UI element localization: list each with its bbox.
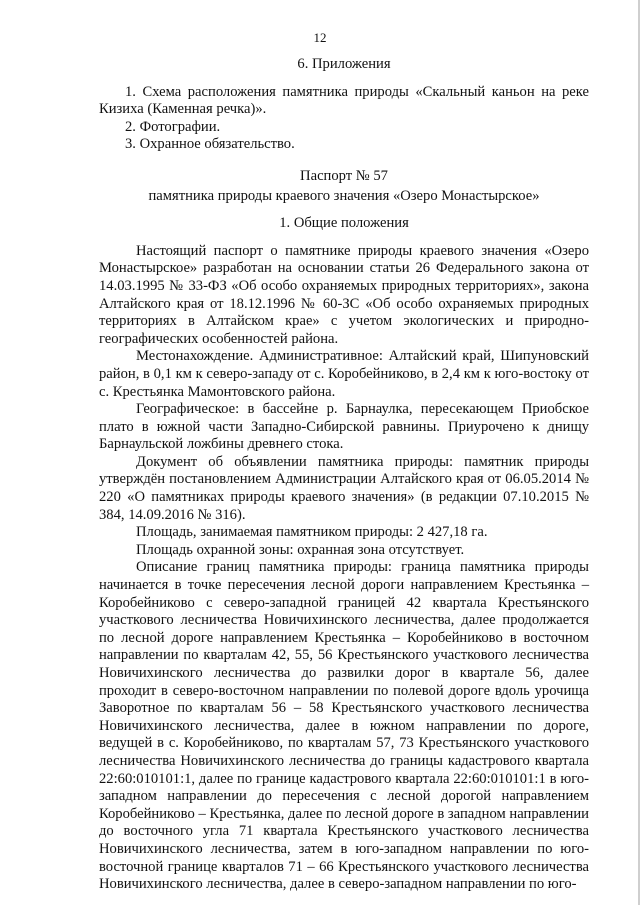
appendix-item-3: 3. Охранное обязательство.: [125, 136, 295, 153]
paragraph-boundaries: Описание границ памятника природы: граница памятника природы начинается в точке пересечения лесной дороги направлением Крестьянка – Коробейниково с северо-западной границей 42 квартала Крестьянского участкового лесничества Новичихинского лесничества, далее продолжается по лесной дороге направлением Крестьянка – Коробейниково в восточном направлении по кварталам 42, 55, 56 Крестьянского участкового лесничества Новичихинского лесничества до развилки дорог в квартале 56, далее проходит в северо-восточном направлении по полевой дороге вдоль урочища Заворотное по кварталам 56 – 58 Крестьянского участкового лесничества Новичихинского лесничества, далее в южном направлении по дороге, ведущей в с. Коробейниково, по кварталам 57, 73 Крестьянского участкового лесничества Новичихинского лесничества до границы кадастрового квартала 22:60:010101:1, далее по границе кадастрового квартала 22:60:010101:1 в юго-западном направлении до пересечения с лесной дорогой направлением Коробейниково – Крестьянка, далее по лесной дороге в западном направлении до восточного угла 71 квартала Крестьянского участкового лесничества Новичихинского лесничества, затем в юго-западном направлении по юго-восточной границе кварталов 71 – 66 Крестьянского участкового лесничества Новичихинского лесничества, далее в северо-западном направлении по юго-: [99, 559, 589, 893]
paragraph-location: Местонахождение. Административное: Алтайский край, Шипуновский район, в 0,1 км к северо-западу от с. Коробейниково, в 2,4 км к юго-востоку от с. Крестьянка Мамонтовского района.: [99, 348, 589, 400]
appendix-list: [99, 84, 589, 154]
paragraph-area: Площадь, занимаемая памятником природы: 2 427,18 га.: [136, 524, 488, 541]
paragraph-protection-zone: Площадь охранной зоны: охранная зона отсутствует.: [136, 541, 465, 558]
page-content: [99, 56, 589, 894]
section-heading: 1. Общие положения: [279, 215, 409, 232]
paragraph-geography: Географическое: в бассейне р. Барнаулка, пересекающем Приобское плато в южной части Западно-Сибирской равнины. Приурочено к днищу Барнаульской ложбины древнего стока.: [99, 401, 589, 453]
appendix-item-1: 1. Схема расположения памятника природы «Скальный каньон на реке Кизиха (Каменная речка)».: [99, 83, 589, 118]
paragraph-document: Документ об объявлении памятника природы: памятник природы утверждён постановлением Администрации Алтайского края от 06.05.2014 № 220 «О памятниках природы краевого значения» (в редакции 07.10.2015 № 384, 14.09.2016 № 316).: [99, 453, 589, 523]
appendix-item-2: 2. Фотографии.: [125, 118, 221, 135]
appendix-heading: 6. Приложения: [297, 56, 391, 72]
paragraph-intro: Настоящий паспорт о памятнике природы краевого значения «Озеро Монастырское» разработан на основании статьи 26 Федерального закона от 14.03.1995 № 33-ФЗ «Об особо охраняемых природных территориях», закона Алтайского края от 18.12.1996 № 60-ЗС «Об особо охраняемых природных территориях в Алтайском крае» с учетом экологических и природно-географических особенностей района.: [99, 242, 589, 347]
passport-title: Паспорт № 57: [300, 167, 388, 184]
passport-subtitle: памятника природы краевого значения «Озеро Монастырское»: [148, 187, 540, 204]
page-number: 12: [313, 30, 327, 45]
